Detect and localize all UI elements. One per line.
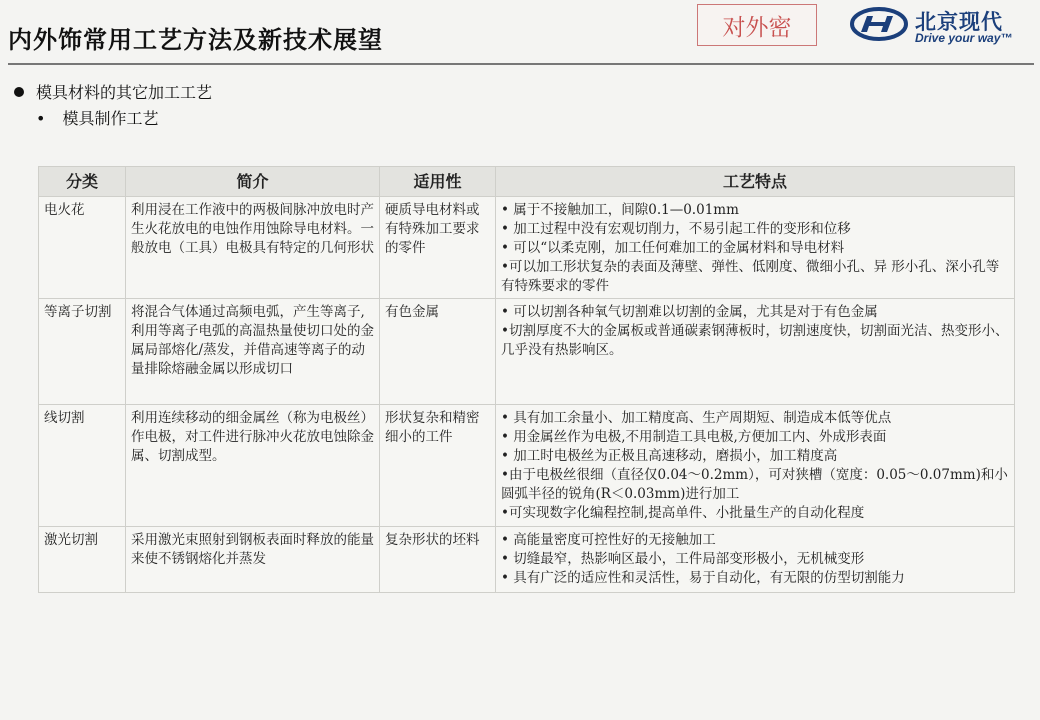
cell-applicability: 形状复杂和精密细小的工件 xyxy=(380,405,496,527)
cell-features xyxy=(496,405,1015,527)
bullet-marker: • xyxy=(36,109,46,128)
feature-item: • 加工时电极丝为正极且高速移动，磨损小，加工精度高 xyxy=(501,448,838,464)
cell-applicability: 硬质导电材料或有特殊加工要求的零件 xyxy=(380,197,496,299)
process-table xyxy=(38,166,1015,593)
page-title: 内外饰常用工艺方法及新技术展望 xyxy=(8,25,383,54)
feature-item: • 切缝最窄，热影响区最小，工件局部变形极小，无机械变形 xyxy=(501,551,865,567)
feature-item: • 用金属丝作为电极,不用制造工具电极,方便加工内、外成形表面 xyxy=(501,429,887,445)
feature-item: • 属于不接触加工，间隙0.1—0.01mm xyxy=(501,202,739,218)
table-row xyxy=(39,527,1015,593)
feature-item: •由于电极丝很细（直径仅0.04～0.2mm），可对狭槽（宽度：0.05～0.07mm)和小圆弧半径的锐角(R＜0.03mm)进行加工 xyxy=(501,467,1008,502)
cell-features xyxy=(496,197,1015,299)
outline-level2-text: 模具制作工艺 xyxy=(62,109,159,128)
confidential-stamp: 对外密 xyxy=(697,4,817,46)
header-applicability: 适用性 xyxy=(380,167,496,197)
table-row xyxy=(39,299,1015,405)
feature-item: • 加工过程中没有宏观切削力，不易引起工件的变形和位移 xyxy=(501,221,851,237)
cell-intro: 将混合气体通过高频电弧，产生等离子,利用等离子电弧的高温热量使切口处的金属局部熔化/蒸发，并借高速等离子的动量排除熔融金属以形成切口 xyxy=(126,299,380,405)
cell-category: 线切割 xyxy=(39,405,126,527)
cell-intro: 利用连续移动的细金属丝（称为电极丝）作电极，对工件进行脉冲火花放电蚀除金属、切割成型。 xyxy=(126,405,380,527)
brand-slogan: Drive your way™ xyxy=(915,31,1013,45)
cell-features xyxy=(496,527,1015,593)
bullet-dot-icon xyxy=(14,87,24,97)
cell-applicability: 复杂形状的坯料 xyxy=(380,527,496,593)
feature-item: •切割厚度不大的金属板或普通碳素钢薄板时，切割速度快，切割面光洁、热变形小、几乎没有热影响区。 xyxy=(501,323,1009,358)
cell-category: 等离子切割 xyxy=(39,299,126,405)
feature-item: •可以加工形状复杂的表面及薄壁、弹性、低刚度、微细小孔、异 形小孔、深小孔等有特殊要求的零件 xyxy=(501,259,1000,294)
header-intro: 简介 xyxy=(126,167,380,197)
header-category: 分类 xyxy=(39,167,126,197)
table-row xyxy=(39,197,1015,299)
outline-level1 xyxy=(14,80,212,103)
cell-intro: 采用激光束照射到钢板表面时释放的能量来使不锈钢熔化并蒸发 xyxy=(126,527,380,593)
title-divider xyxy=(8,63,1034,65)
cell-category: 激光切割 xyxy=(39,527,126,593)
cell-intro: 利用浸在工作液中的两极间脉冲放电时产生火花放电的电蚀作用蚀除导电材料。一般放电（工具）电极具有特定的几何形状 xyxy=(126,197,380,299)
cell-features xyxy=(496,299,1015,405)
feature-item: • 高能量密度可控性好的无接触加工 xyxy=(501,532,716,548)
header-features: 工艺特点 xyxy=(496,167,1015,197)
table-header-row xyxy=(39,167,1015,197)
feature-item: • 具有广泛的适应性和灵活性，易于自动化，有无限的仿型切割能力 xyxy=(501,570,905,586)
feature-item: •可实现数字化编程控制,提高单件、小批量生产的自动化程度 xyxy=(501,505,865,521)
table-row xyxy=(39,405,1015,527)
hyundai-logo-icon xyxy=(849,4,909,44)
outline-level1-text: 模具材料的其它加工工艺 xyxy=(36,83,213,102)
outline-level2 xyxy=(36,106,159,129)
brand-name-cn: 北京现代 xyxy=(915,11,1003,34)
feature-item: • 可以切割各种氧气切割难以切割的金属，尤其是对于有色金属 xyxy=(501,304,878,320)
brand-logo xyxy=(849,4,1025,46)
cell-category: 电火花 xyxy=(39,197,126,299)
feature-item: • 具有加工余量小、加工精度高、生产周期短、制造成本低等优点 xyxy=(501,410,892,426)
cell-applicability: 有色金属 xyxy=(380,299,496,405)
feature-item: • 可以“以柔克刚，加工任何难加工的金属材料和导电材料 xyxy=(501,240,845,256)
